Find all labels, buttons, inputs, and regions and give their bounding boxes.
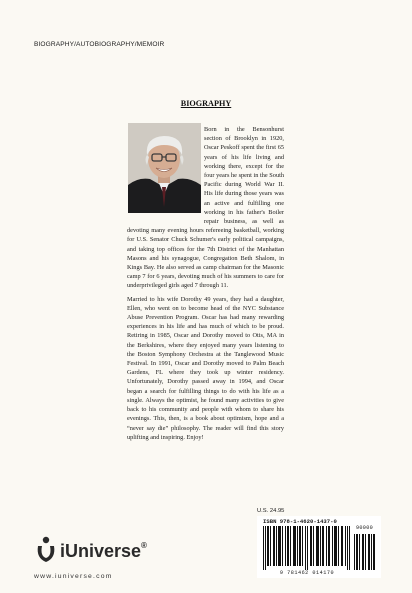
- barcode-number: 9 781462 014170: [279, 570, 335, 576]
- publisher-logo: [34, 536, 174, 566]
- iuniverse-logo-icon: [34, 536, 58, 564]
- price-label: U.S. 24.95: [257, 508, 285, 514]
- genre-label: BIOGRAPHY/AUTOBIOGRAPHY/MEMOIR: [34, 41, 165, 48]
- biography-text: [127, 125, 284, 446]
- biography-paragraph: Married to his wife Dorothy 49 years, they had a daughter, Ellen, who went on to become head of the NYC Substance Abuse Prevention Program. Oscar has had many rewarding experiences in his life and has much of which to be proud. Retiring in 1985, Oscar and Dorothy moved to Otis, MA in the Berkshires, where they enjoyed many years listening to the Boston Symphony Orchestra at the Tanglewood Music Festival. In 1991, Oscar and Dorothy moved to Palm Beach Gardens, FL where they took up winter residency. Unfortunately, Dorothy passed away in 1994, and Oscar began a search for fulfilling things to do with his life as a single. Always the optimist, he found many activities to give back to his community and people with whom to share his evenings. This, then, is a book about optimism, hope and a “never say die” philosophy. The reader will find this story uplifting and inspiring. Enjoy!: [127, 295, 284, 441]
- section-heading: BIOGRAPHY: [180, 99, 232, 108]
- trademark-symbol: ®: [141, 541, 147, 550]
- isbn-barcode: [257, 516, 381, 578]
- barcode-bars: [263, 526, 375, 570]
- barcode-addon-number: 90000: [355, 525, 374, 531]
- isbn-number: ISBN 978-1-4620-1437-0: [263, 518, 337, 525]
- publisher-name: iUniverse: [60, 541, 142, 561]
- biography-paragraph: Born in the Bensonhurst section of Brooklyn in 1920, Oscar Peskoff spent the first 65 years of his life living and working there, except for the four years he spent in the South Pacific during World War II. His life during those years was an active and fulfilling one working in his father's Boiler repair business, as well as devoting many evening hours refereeing basketball, working for U.S. Senator Chuck Schumer's early political campaigns, and taking top offices for the 7th District of the Manhattan Masons and his synagogue, Congregation Beth Shalom, in Kings Bay. He also served as camp chairman for the Masonic camp 7 for 6 years, devoting much of his summers to care for underprivileged girls aged 7 through 11.: [127, 126, 284, 290]
- publisher-url: www.iuniverse.com: [34, 573, 113, 580]
